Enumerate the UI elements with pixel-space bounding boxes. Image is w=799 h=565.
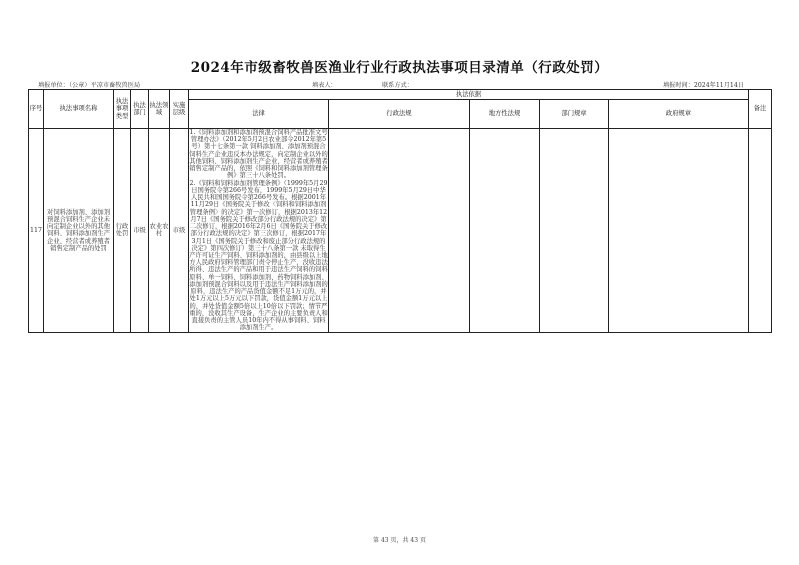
enforcement-table	[28, 89, 772, 333]
row-remark	[749, 129, 772, 333]
row-law	[329, 129, 470, 333]
filing-unit: 填报单位：（公章）平凉市畜牧兽医局	[38, 82, 141, 89]
header-remark: 备注	[749, 90, 772, 129]
row-seq: 117	[29, 129, 44, 333]
header-field: 执法领域	[149, 90, 170, 129]
header-local-reg: 地方性法规	[470, 100, 540, 129]
header-gov-rule: 政府规章	[609, 100, 749, 129]
row-level: 市级	[170, 129, 189, 333]
admin-reg-paragraph-2: 2.《饲料和饲料添加剂管理条例》（1999年5月29日国务院令第266号发布，1999年5月29日中华人民共和国国务院令第266号发布。根据2001年11月29日《国务院关于修改〈饲料和饲料添加剂管理条例〉的决定》第一次修订，根据2013年12月7日《国务院关于修改部分行政法规的决定》第二次修订，根据2016年2月6日《国务院关于修改部分行政法规的决定》第三次修订，根据2017年3月1日《国务院关于修改和废止部分行政法规的决定》第四次修订）第三十八条第一款 未取得生产许可证生产饲料、饲料添加剂的，由县级以上地方人民政府饲料管理部门责令停止生产，没收违法所得、违法生产的产品和用于违法生产饲料的饲料原料、单一饲料、饲料添加剂、药物饲料添加剂、添加剂预混合饲料以及用于违法生产饲料添加剂的原料，违法生产的产品货值金额不足1万元的，并处1万元以上5万元以下罚款，货值金额1万元以上的，并处货值金额5倍以上10倍以下罚款；情节严重的，没收其生产设备，生产企业的主要负责人和直接负责的主管人员10年内不得从事饲料、饲料添加剂生产。	[189, 179, 328, 332]
admin-reg-paragraph-1: 1.《饲料添加剂和添加剂预混合饲料产品批准文号管理办法》（2012年5月2日农业部令2012年第5号）第十七条第一款 饲料添加剂、添加剂预混合饲料生产企业违反本办法规定，向定制企业以外的其他饲料、饲料添加剂生产企业、经营者或养殖者销售定制产品的，依照《饲料和饲料添加剂管理条例》第三十八条处罚。	[189, 129, 328, 180]
row-item-name: 对饲料添加剂、添加剂预混合饲料生产企业未向定制企业以外的其他饲料、饲料添加剂生产企业、经营者或养殖者销售定制产品的处罚	[44, 129, 114, 333]
page-number: 第 43 页，共 43 页	[373, 537, 426, 544]
header-dept-rule: 部门规章	[540, 100, 609, 129]
header-item-type: 执法事项类型	[114, 90, 131, 129]
header-seq: 序号	[29, 90, 44, 129]
header-admin-reg: 行政法规	[329, 100, 470, 129]
row-local-reg	[470, 129, 540, 333]
row-item-type: 行政处罚	[114, 129, 131, 333]
row-dept: 市级	[131, 129, 149, 333]
contact-label: 联系方式：	[382, 82, 413, 89]
row-dept-rule	[540, 129, 609, 333]
header-dept: 执法部门	[131, 90, 149, 129]
header-item-name: 执法事项名称	[44, 90, 114, 129]
row-admin-reg	[189, 129, 329, 333]
header-law: 法律	[189, 100, 329, 129]
header-level: 实施层级	[170, 90, 189, 129]
page-title: 2024年市级畜牧兽医渔业行业行政执法事项目录清单（行政处罚）	[190, 60, 609, 76]
filler-label: 填表人：	[312, 82, 337, 89]
row-gov-rule	[609, 129, 749, 333]
row-field: 农业农村	[149, 129, 170, 333]
table-row	[29, 129, 772, 333]
header-basis: 执法依据	[189, 90, 749, 100]
filing-date: 填报时间：2024年11月14日	[663, 82, 744, 89]
